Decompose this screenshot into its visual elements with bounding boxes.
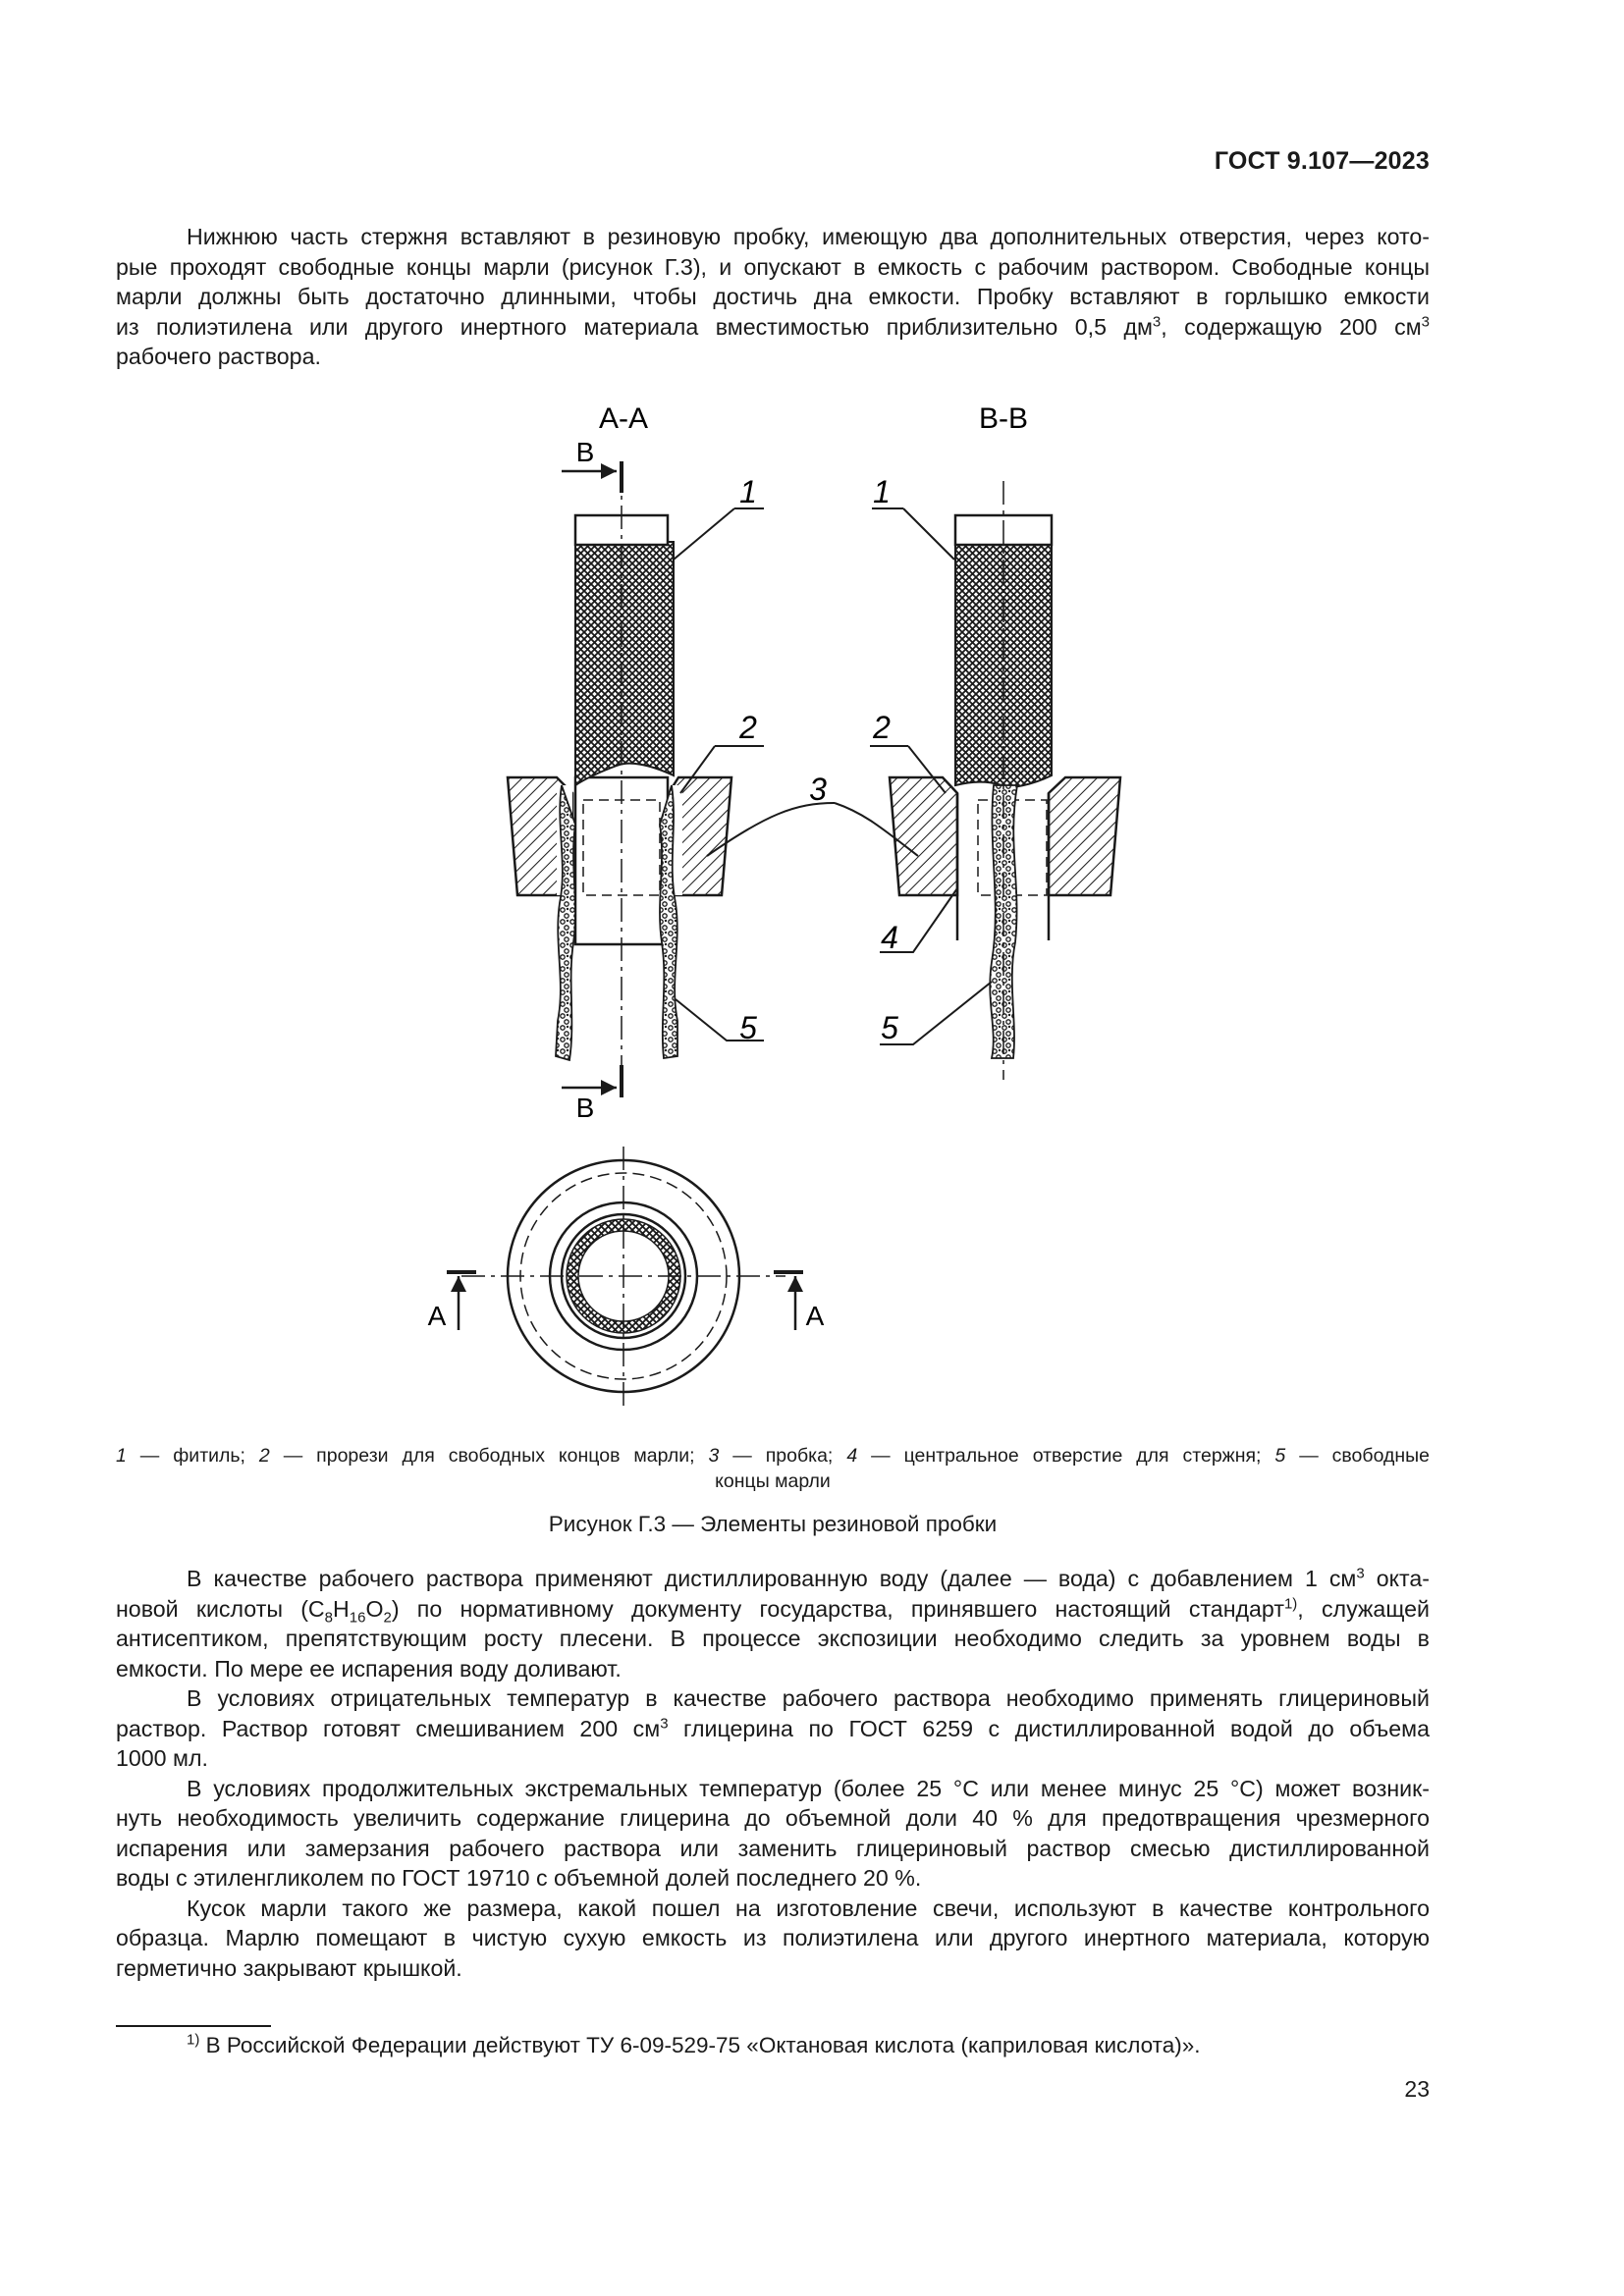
legend-line: 1 — фитиль; 2 — прорези для свободных концов марли; 3 — пробка; 4 — центральное отверстие для стержня; 5 — свободные <box>116 1445 1430 1467</box>
callout-5-left: 5 <box>739 1010 757 1045</box>
cut-label-b-bottom: В <box>575 1093 595 1123</box>
text-line: из полиэтилена или другого инертного материала вместимостью приблизительно 0,5 $дм^3$, содержащую 200 $см^3$ <box>116 312 1430 340</box>
footnote-rule <box>116 2025 271 2027</box>
cut-label-b-top: В <box>575 437 595 467</box>
figure-caption: Рисунок Г.3 — Элементы резиновой пробки <box>548 1512 998 1536</box>
callout-3: 3 <box>809 772 827 807</box>
callout-1-left: 1 <box>739 474 757 509</box>
plan-view <box>428 1147 825 1406</box>
view-a-a <box>508 437 835 1123</box>
rubber-plug-drawing <box>403 393 1188 1433</box>
callout-2-left: 2 <box>739 710 757 745</box>
intro-paragraph <box>116 222 1430 372</box>
text-line: Нижнюю часть стержня вставляют в резиновую пробку, имеющую два дополнительных отверстия, через кото- <box>187 224 1430 249</box>
text-line: рые проходят свободные концы марли (рисунок Г.3), и опускают в емкость с рабочим раствором. Свободные концы <box>116 253 1430 280</box>
footnote: $^{1)}$ В Российской Федерации действуют ТУ 6-09-529-75 «Октановая кислота (каприловая кислота)». <box>187 2031 1201 2057</box>
page-number: 23 <box>1404 2076 1430 2102</box>
legend-line-tail: концы марли <box>715 1470 831 1492</box>
section-bb-title: В-В <box>978 402 1029 435</box>
callout-4: 4 <box>881 920 898 955</box>
standard-header: ГОСТ 9.107—2023 <box>1214 147 1430 175</box>
paragraph-water: В качестве рабочего раствора применяют дистиллированную воду (далее — вода) с добавлением 1 $см^3$ окта- <box>187 1565 1430 1591</box>
callout-2-right: 2 <box>873 710 891 745</box>
body-text: В качестве рабочего раствора применяют дистиллированную воду (далее — вода) с добавлением 1 $см^3$ окта- новой кислоты $(C_8H_{16}O_2)$ по нормативному документу государства, принявшего настоящий стандарт$^{1)}$, служащей антисептиком, препятствующим росту плесени. В процессе экспозиции необходимо следить за уровнем воды в емкости. По мере ее испарения воду доливают. В условиях отрицательных температур в качестве рабочего раствора необходимо применять глицериновый раствор. Раствор готовят смешиванием 200 $см^3$ глицерина по ГОСТ 6259 с дистиллированной водой до объема 1000 мл. В условиях продолжительных экстремальных температур (более 25 °C или менее минус 25 °C) может возник- нуть необходимость увеличить содержание глицерина до объемной доли 40 % для предотвращения чрезмерного испарения или замерзания рабочего раствора или заменить глицериновый раствор смесью дистиллированной воды с этиленгликолем по ГОСТ 19710 с объемной долей последнего 20 %. Кусок марли такого же размера, какой пошел на изготовление свечи, используют в качестве контрольного образца. Марлю помещают в чистую сухую емкость из полиэтилена или другого инертного материала, которую герметично закрывают крышкой. <box>116 1565 1430 1981</box>
figure-legend <box>116 1443 1430 1494</box>
cut-label-a-right: А <box>805 1301 825 1331</box>
section-aa-title: А-А <box>598 402 649 435</box>
callout-5-right: 5 <box>881 1010 898 1045</box>
paragraph-extreme: В условиях продолжительных экстремальных температур (более 25 °C или менее минус 25 °C) может возник- <box>187 1775 1430 1801</box>
view-b-b <box>835 474 1120 1080</box>
cut-label-a-left: А <box>427 1301 447 1331</box>
text-line: марли должны быть достаточно длинными, чтобы достичь дна емкости. Пробку вставляют в горлышко емкости <box>116 284 1430 309</box>
callout-1-right: 1 <box>873 474 891 509</box>
paragraph-control: Кусок марли такого же размера, какой пошел на изготовление свечи, используют в качестве контрольного <box>187 1895 1430 1921</box>
paragraph-glycerin: В условиях отрицательных температур в качестве рабочего раствора необходимо применять глицериновый <box>187 1685 1430 1711</box>
text-line: рабочего раствора. <box>116 344 321 369</box>
